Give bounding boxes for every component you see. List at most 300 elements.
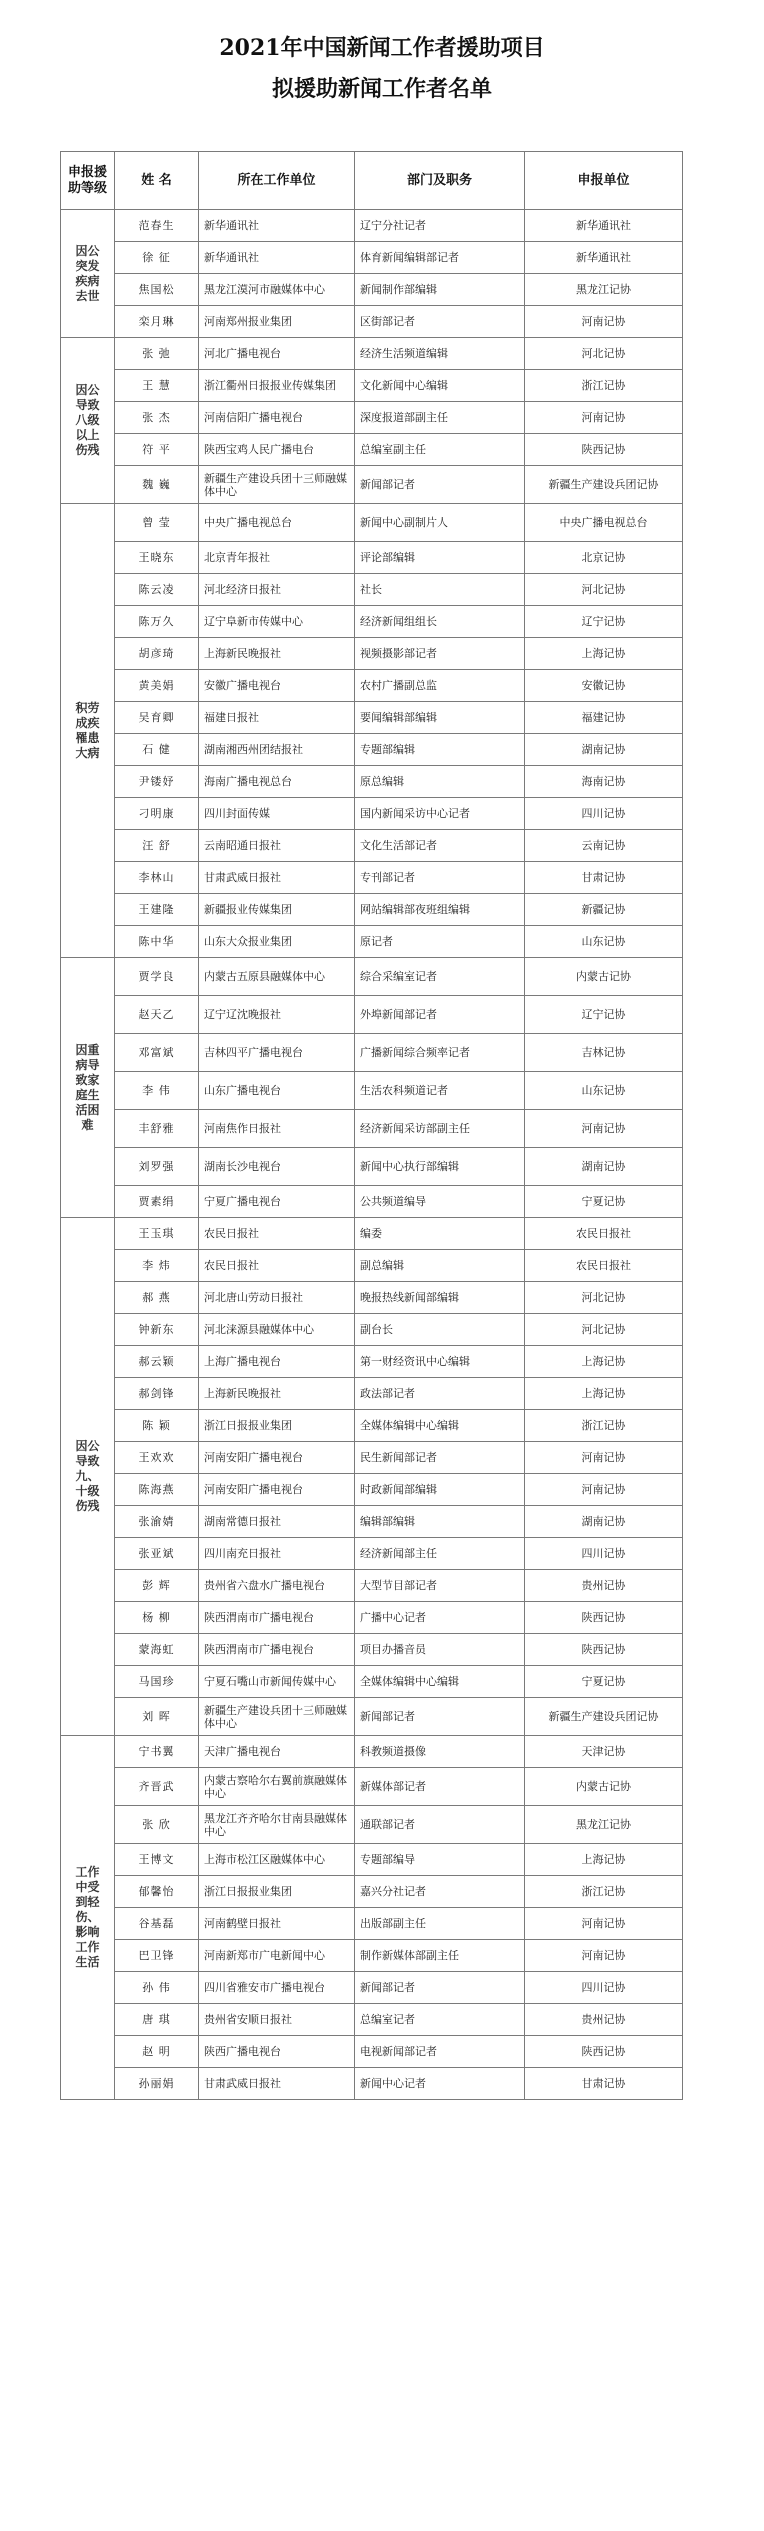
org-cell: 浙江记协 <box>525 370 683 402</box>
unit-cell: 新疆生产建设兵团十三师融媒体中心 <box>199 1698 355 1736</box>
table-row <box>61 1148 683 1186</box>
name-cell: 张 欣 <box>115 1806 199 1844</box>
dept-cell: 编委 <box>355 1218 525 1250</box>
dept-cell: 视频摄影部记者 <box>355 638 525 670</box>
table-row <box>61 1110 683 1148</box>
name-cell: 胡彦琦 <box>115 638 199 670</box>
unit-cell: 贵州省六盘水广播电视台 <box>199 1570 355 1602</box>
org-cell: 宁夏记协 <box>525 1666 683 1698</box>
org-cell: 新疆生产建设兵团记协 <box>525 1698 683 1736</box>
name-cell: 马国珍 <box>115 1666 199 1698</box>
org-cell: 福建记协 <box>525 702 683 734</box>
unit-cell: 辽宁阜新市传媒中心 <box>199 606 355 638</box>
name-cell: 李 炜 <box>115 1250 199 1282</box>
org-cell: 农民日报社 <box>525 1218 683 1250</box>
dept-cell: 经济新闻采访部副主任 <box>355 1110 525 1148</box>
unit-cell: 北京青年报社 <box>199 542 355 574</box>
table-row <box>61 1602 683 1634</box>
dept-cell: 新闻部记者 <box>355 1698 525 1736</box>
table-row <box>61 1844 683 1876</box>
org-cell: 陕西记协 <box>525 434 683 466</box>
org-cell: 河北记协 <box>525 1282 683 1314</box>
dept-cell: 电视新闻部记者 <box>355 2036 525 2068</box>
aid-grade-cell: 积劳成疾罹患大病 <box>61 504 115 958</box>
dept-cell: 总编室记者 <box>355 2004 525 2036</box>
title-block <box>0 34 764 116</box>
unit-cell: 甘肃武威日报社 <box>199 862 355 894</box>
table-body <box>61 210 683 2100</box>
table-row <box>61 466 683 504</box>
unit-cell: 上海广播电视台 <box>199 1346 355 1378</box>
unit-cell: 贵州省安顺日报社 <box>199 2004 355 2036</box>
name-cell: 王建隆 <box>115 894 199 926</box>
dept-cell: 全媒体编辑中心编辑 <box>355 1666 525 1698</box>
org-cell: 海南记协 <box>525 766 683 798</box>
org-cell: 甘肃记协 <box>525 862 683 894</box>
table-row <box>61 1940 683 1972</box>
dept-cell: 副台长 <box>355 1314 525 1346</box>
table-row <box>61 1474 683 1506</box>
dept-cell: 外埠新闻部记者 <box>355 996 525 1034</box>
name-cell: 王博文 <box>115 1844 199 1876</box>
table-row <box>61 1314 683 1346</box>
table-row <box>61 1378 683 1410</box>
unit-cell: 陕西渭南市广播电视台 <box>199 1602 355 1634</box>
header-name: 姓 名 <box>115 152 199 210</box>
name-cell: 谷基磊 <box>115 1908 199 1940</box>
name-cell: 陈中华 <box>115 926 199 958</box>
dept-cell: 区街部记者 <box>355 306 525 338</box>
unit-cell: 四川南充日报社 <box>199 1538 355 1570</box>
org-cell: 河南记协 <box>525 402 683 434</box>
name-cell: 王欢欢 <box>115 1442 199 1474</box>
unit-cell: 湖南湘西州团结报社 <box>199 734 355 766</box>
table-container <box>60 151 682 2100</box>
org-cell: 上海记协 <box>525 1346 683 1378</box>
name-cell: 焦国松 <box>115 274 199 306</box>
name-cell: 王晓东 <box>115 542 199 574</box>
org-cell: 湖南记协 <box>525 1148 683 1186</box>
org-cell: 陕西记协 <box>525 2036 683 2068</box>
header-row <box>61 152 683 210</box>
name-cell: 赵 明 <box>115 2036 199 2068</box>
header-unit: 所在工作单位 <box>199 152 355 210</box>
org-cell: 上海记协 <box>525 1378 683 1410</box>
name-cell: 刘罗强 <box>115 1148 199 1186</box>
org-cell: 贵州记协 <box>525 2004 683 2036</box>
unit-cell: 福建日报社 <box>199 702 355 734</box>
unit-cell: 河南安阳广播电视台 <box>199 1474 355 1506</box>
table-row <box>61 1570 683 1602</box>
org-cell: 陕西记协 <box>525 1602 683 1634</box>
org-cell: 天津记协 <box>525 1736 683 1768</box>
table-row <box>61 1506 683 1538</box>
org-cell: 浙江记协 <box>525 1410 683 1442</box>
table-row <box>61 1538 683 1570</box>
unit-cell: 浙江日报报业集团 <box>199 1410 355 1442</box>
table-row <box>61 996 683 1034</box>
dept-cell: 经济新闻组组长 <box>355 606 525 638</box>
org-cell: 山东记协 <box>525 1072 683 1110</box>
name-cell: 贾学良 <box>115 958 199 996</box>
unit-cell: 辽宁辽沈晚报社 <box>199 996 355 1034</box>
dept-cell: 综合采编室记者 <box>355 958 525 996</box>
dept-cell: 通联部记者 <box>355 1806 525 1844</box>
table-row <box>61 306 683 338</box>
name-cell: 陈 颖 <box>115 1410 199 1442</box>
unit-cell: 河南信阳广播电视台 <box>199 402 355 434</box>
org-cell: 河南记协 <box>525 1908 683 1940</box>
name-cell: 钟新东 <box>115 1314 199 1346</box>
dept-cell: 原记者 <box>355 926 525 958</box>
table-row <box>61 504 683 542</box>
table-row <box>61 798 683 830</box>
name-cell: 吴育卿 <box>115 702 199 734</box>
dept-cell: 新闻中心执行部编辑 <box>355 1148 525 1186</box>
dept-cell: 专刊部记者 <box>355 862 525 894</box>
table-row <box>61 926 683 958</box>
org-cell: 甘肃记协 <box>525 2068 683 2100</box>
table-row <box>61 1768 683 1806</box>
name-cell: 栾月琳 <box>115 306 199 338</box>
org-cell: 河南记协 <box>525 1940 683 1972</box>
name-cell: 彭 辉 <box>115 1570 199 1602</box>
dept-cell: 文化新闻中心编辑 <box>355 370 525 402</box>
table-row <box>61 1218 683 1250</box>
unit-cell: 河北广播电视台 <box>199 338 355 370</box>
org-cell: 河北记协 <box>525 574 683 606</box>
unit-cell: 山东大众报业集团 <box>199 926 355 958</box>
dept-cell: 原总编辑 <box>355 766 525 798</box>
name-cell: 丰舒雅 <box>115 1110 199 1148</box>
name-cell: 王玉琪 <box>115 1218 199 1250</box>
table-row <box>61 1908 683 1940</box>
header-org: 申报单位 <box>525 152 683 210</box>
org-cell: 辽宁记协 <box>525 996 683 1034</box>
table-row <box>61 894 683 926</box>
dept-cell: 体育新闻编辑部记者 <box>355 242 525 274</box>
dept-cell: 新闻部记者 <box>355 466 525 504</box>
unit-cell: 河南焦作日报社 <box>199 1110 355 1148</box>
table-row <box>61 274 683 306</box>
unit-cell: 黑龙江齐齐哈尔甘南县融媒体中心 <box>199 1806 355 1844</box>
name-cell: 张亚斌 <box>115 1538 199 1570</box>
table-row <box>61 1186 683 1218</box>
unit-cell: 黑龙江漠河市融媒体中心 <box>199 274 355 306</box>
org-cell: 吉林记协 <box>525 1034 683 1072</box>
table-row <box>61 210 683 242</box>
org-cell: 四川记协 <box>525 1972 683 2004</box>
unit-cell: 海南广播电视总台 <box>199 766 355 798</box>
org-cell: 四川记协 <box>525 1538 683 1570</box>
name-cell: 杨 柳 <box>115 1602 199 1634</box>
org-cell: 河南记协 <box>525 1474 683 1506</box>
org-cell: 内蒙古记协 <box>525 958 683 996</box>
unit-cell: 安徽广播电视台 <box>199 670 355 702</box>
org-cell: 黑龙江记协 <box>525 274 683 306</box>
table-row <box>61 670 683 702</box>
unit-cell: 农民日报社 <box>199 1218 355 1250</box>
table-row <box>61 1034 683 1072</box>
table-row <box>61 606 683 638</box>
dept-cell: 政法部记者 <box>355 1378 525 1410</box>
name-cell: 汪 舒 <box>115 830 199 862</box>
table-row <box>61 2036 683 2068</box>
org-cell: 宁夏记协 <box>525 1186 683 1218</box>
org-cell: 湖南记协 <box>525 1506 683 1538</box>
name-cell: 李 伟 <box>115 1072 199 1110</box>
table-row <box>61 2068 683 2100</box>
name-cell: 郁馨怡 <box>115 1876 199 1908</box>
dept-cell: 科教频道摄像 <box>355 1736 525 1768</box>
name-cell: 刘 晖 <box>115 1698 199 1736</box>
dept-cell: 编辑部编辑 <box>355 1506 525 1538</box>
name-cell: 范春生 <box>115 210 199 242</box>
org-cell: 上海记协 <box>525 1844 683 1876</box>
table-row <box>61 402 683 434</box>
unit-cell: 浙江日报报业集团 <box>199 1876 355 1908</box>
dept-cell: 深度报道部副主任 <box>355 402 525 434</box>
unit-cell: 山东广播电视台 <box>199 1072 355 1110</box>
org-cell: 北京记协 <box>525 542 683 574</box>
dept-cell: 时政新闻部编辑 <box>355 1474 525 1506</box>
name-cell: 陈云凌 <box>115 574 199 606</box>
dept-cell: 第一财经资讯中心编辑 <box>355 1346 525 1378</box>
name-cell: 尹镂妤 <box>115 766 199 798</box>
unit-cell: 天津广播电视台 <box>199 1736 355 1768</box>
name-cell: 张 杰 <box>115 402 199 434</box>
dept-cell: 社长 <box>355 574 525 606</box>
dept-cell: 项目办播音员 <box>355 1634 525 1666</box>
dept-cell: 评论部编辑 <box>355 542 525 574</box>
name-cell: 陈万久 <box>115 606 199 638</box>
aid-grade-cell: 因重病导致家庭生活困难 <box>61 958 115 1218</box>
org-cell: 黑龙江记协 <box>525 1806 683 1844</box>
unit-cell: 河南安阳广播电视台 <box>199 1442 355 1474</box>
name-cell: 宁书翼 <box>115 1736 199 1768</box>
header-dept: 部门及职务 <box>355 152 525 210</box>
name-cell: 石 健 <box>115 734 199 766</box>
org-cell: 新疆生产建设兵团记协 <box>525 466 683 504</box>
unit-cell: 四川封面传媒 <box>199 798 355 830</box>
unit-cell: 四川省雅安市广播电视台 <box>199 1972 355 2004</box>
org-cell: 浙江记协 <box>525 1876 683 1908</box>
unit-cell: 新疆报业传媒集团 <box>199 894 355 926</box>
unit-cell: 新华通讯社 <box>199 210 355 242</box>
table-row <box>61 574 683 606</box>
table-row <box>61 542 683 574</box>
dept-cell: 专题部编导 <box>355 1844 525 1876</box>
dept-cell: 新闻制作部编辑 <box>355 274 525 306</box>
name-cell: 齐晋武 <box>115 1768 199 1806</box>
dept-cell: 总编室副主任 <box>355 434 525 466</box>
name-cell: 陈海燕 <box>115 1474 199 1506</box>
unit-cell: 内蒙古察哈尔右翼前旗融媒体中心 <box>199 1768 355 1806</box>
name-cell: 唐 琪 <box>115 2004 199 2036</box>
table-row <box>61 702 683 734</box>
dept-cell: 大型节目部记者 <box>355 1570 525 1602</box>
dept-cell: 新媒体部记者 <box>355 1768 525 1806</box>
dept-cell: 广播新闻综合频率记者 <box>355 1034 525 1072</box>
dept-cell: 新闻部记者 <box>355 1972 525 2004</box>
name-cell: 巴卫锋 <box>115 1940 199 1972</box>
name-cell: 孙丽娟 <box>115 2068 199 2100</box>
name-cell: 曾 莹 <box>115 504 199 542</box>
dept-cell: 新闻中心副制片人 <box>355 504 525 542</box>
dept-cell: 制作新媒体部副主任 <box>355 1940 525 1972</box>
header-grade: 申报援助等级 <box>61 152 115 210</box>
table-row <box>61 1972 683 2004</box>
dept-cell: 广播中心记者 <box>355 1602 525 1634</box>
dept-cell: 全媒体编辑中心编辑 <box>355 1410 525 1442</box>
name-cell: 张渝婧 <box>115 1506 199 1538</box>
name-cell: 魏 巍 <box>115 466 199 504</box>
dept-cell: 生活农科频道记者 <box>355 1072 525 1110</box>
dept-cell: 农村广播副总监 <box>355 670 525 702</box>
name-cell: 符 平 <box>115 434 199 466</box>
dept-cell: 嘉兴分社记者 <box>355 1876 525 1908</box>
unit-cell: 新华通讯社 <box>199 242 355 274</box>
page-subtitle: 拟援助新闻工作者名单 <box>271 76 492 102</box>
table-row <box>61 1698 683 1736</box>
unit-cell: 河南鹤壁日报社 <box>199 1908 355 1940</box>
unit-cell: 内蒙古五原县融媒体中心 <box>199 958 355 996</box>
org-cell: 中央广播电视总台 <box>525 504 683 542</box>
dept-cell: 民生新闻部记者 <box>355 1442 525 1474</box>
org-cell: 内蒙古记协 <box>525 1768 683 1806</box>
beneficiary-table <box>60 151 683 2100</box>
dept-cell: 国内新闻采访中心记者 <box>355 798 525 830</box>
org-cell: 河北记协 <box>525 338 683 370</box>
table-row <box>61 1410 683 1442</box>
table-row <box>61 766 683 798</box>
unit-cell: 河北唐山劳动日报社 <box>199 1282 355 1314</box>
org-cell: 辽宁记协 <box>525 606 683 638</box>
name-cell: 李林山 <box>115 862 199 894</box>
unit-cell: 浙江衢州日报报业传媒集团 <box>199 370 355 402</box>
table-row <box>61 2004 683 2036</box>
dept-cell: 网站编辑部夜班组编辑 <box>355 894 525 926</box>
table-row <box>61 1666 683 1698</box>
org-cell: 山东记协 <box>525 926 683 958</box>
org-cell: 安徽记协 <box>525 670 683 702</box>
unit-cell: 河南郑州报业集团 <box>199 306 355 338</box>
table-row <box>61 1736 683 1768</box>
aid-grade-cell: 因公导致九、十级伤残 <box>61 1218 115 1736</box>
unit-cell: 宁夏广播电视台 <box>199 1186 355 1218</box>
table-row <box>61 338 683 370</box>
org-cell: 上海记协 <box>525 638 683 670</box>
org-cell: 陕西记协 <box>525 1634 683 1666</box>
unit-cell: 河北经济日报社 <box>199 574 355 606</box>
name-cell: 黄美娟 <box>115 670 199 702</box>
table-row <box>61 1282 683 1314</box>
table-row <box>61 638 683 670</box>
unit-cell: 新疆生产建设兵团十三师融媒体中心 <box>199 466 355 504</box>
aid-grade-cell: 因公突发疾病去世 <box>61 210 115 338</box>
unit-cell: 陕西广播电视台 <box>199 2036 355 2068</box>
org-cell: 四川记协 <box>525 798 683 830</box>
unit-cell: 吉林四平广播电视台 <box>199 1034 355 1072</box>
dept-cell: 出版部副主任 <box>355 1908 525 1940</box>
table-row <box>61 1806 683 1844</box>
org-cell: 农民日报社 <box>525 1250 683 1282</box>
unit-cell: 河北涞源县融媒体中心 <box>199 1314 355 1346</box>
name-cell: 王 慧 <box>115 370 199 402</box>
table-row <box>61 1250 683 1282</box>
table-row <box>61 734 683 766</box>
name-cell: 蒙海虹 <box>115 1634 199 1666</box>
name-cell: 赵天乙 <box>115 996 199 1034</box>
unit-cell: 中央广播电视总台 <box>199 504 355 542</box>
dept-cell: 经济新闻部主任 <box>355 1538 525 1570</box>
unit-cell: 上海新民晚报社 <box>199 638 355 670</box>
page-title: 2021年中国新闻工作者援助项目 <box>219 35 545 61</box>
unit-cell: 上海新民晚报社 <box>199 1378 355 1410</box>
name-cell: 邓富斌 <box>115 1034 199 1072</box>
dept-cell: 要闻编辑部编辑 <box>355 702 525 734</box>
unit-cell: 湖南常德日报社 <box>199 1506 355 1538</box>
dept-cell: 新闻中心记者 <box>355 2068 525 2100</box>
table-row <box>61 1876 683 1908</box>
name-cell: 徐 征 <box>115 242 199 274</box>
org-cell: 河南记协 <box>525 306 683 338</box>
unit-cell: 宁夏石嘴山市新闻传媒中心 <box>199 1666 355 1698</box>
table-row <box>61 1442 683 1474</box>
table-row <box>61 862 683 894</box>
name-cell: 郝云颖 <box>115 1346 199 1378</box>
unit-cell: 上海市松江区融媒体中心 <box>199 1844 355 1876</box>
table-row <box>61 958 683 996</box>
org-cell: 新华通讯社 <box>525 210 683 242</box>
unit-cell: 陕西渭南市广播电视台 <box>199 1634 355 1666</box>
org-cell: 河北记协 <box>525 1314 683 1346</box>
aid-grade-cell: 工作中受到轻伤、影响工作生活 <box>61 1736 115 2100</box>
dept-cell: 公共频道编导 <box>355 1186 525 1218</box>
unit-cell: 甘肃武威日报社 <box>199 2068 355 2100</box>
unit-cell: 河南新郑市广电新闻中心 <box>199 1940 355 1972</box>
org-cell: 新华通讯社 <box>525 242 683 274</box>
dept-cell: 文化生活部记者 <box>355 830 525 862</box>
org-cell: 贵州记协 <box>525 1570 683 1602</box>
name-cell: 贾素绢 <box>115 1186 199 1218</box>
name-cell: 孙 伟 <box>115 1972 199 2004</box>
dept-cell: 专题部编辑 <box>355 734 525 766</box>
org-cell: 河南记协 <box>525 1110 683 1148</box>
unit-cell: 云南昭通日报社 <box>199 830 355 862</box>
table-row <box>61 242 683 274</box>
dept-cell: 副总编辑 <box>355 1250 525 1282</box>
aid-grade-cell: 因公导致八级以上伤残 <box>61 338 115 504</box>
dept-cell: 经济生活频道编辑 <box>355 338 525 370</box>
org-cell: 湖南记协 <box>525 734 683 766</box>
name-cell: 张 弛 <box>115 338 199 370</box>
table-row <box>61 1346 683 1378</box>
name-cell: 郝剑锋 <box>115 1378 199 1410</box>
unit-cell: 湖南长沙电视台 <box>199 1148 355 1186</box>
unit-cell: 农民日报社 <box>199 1250 355 1282</box>
name-cell: 郝 燕 <box>115 1282 199 1314</box>
table-row <box>61 1072 683 1110</box>
org-cell: 新疆记协 <box>525 894 683 926</box>
unit-cell: 陕西宝鸡人民广播电台 <box>199 434 355 466</box>
table-row <box>61 830 683 862</box>
dept-cell: 晚报热线新闻部编辑 <box>355 1282 525 1314</box>
org-cell: 河南记协 <box>525 1442 683 1474</box>
table-row <box>61 1634 683 1666</box>
table-row <box>61 370 683 402</box>
name-cell: 刁明康 <box>115 798 199 830</box>
